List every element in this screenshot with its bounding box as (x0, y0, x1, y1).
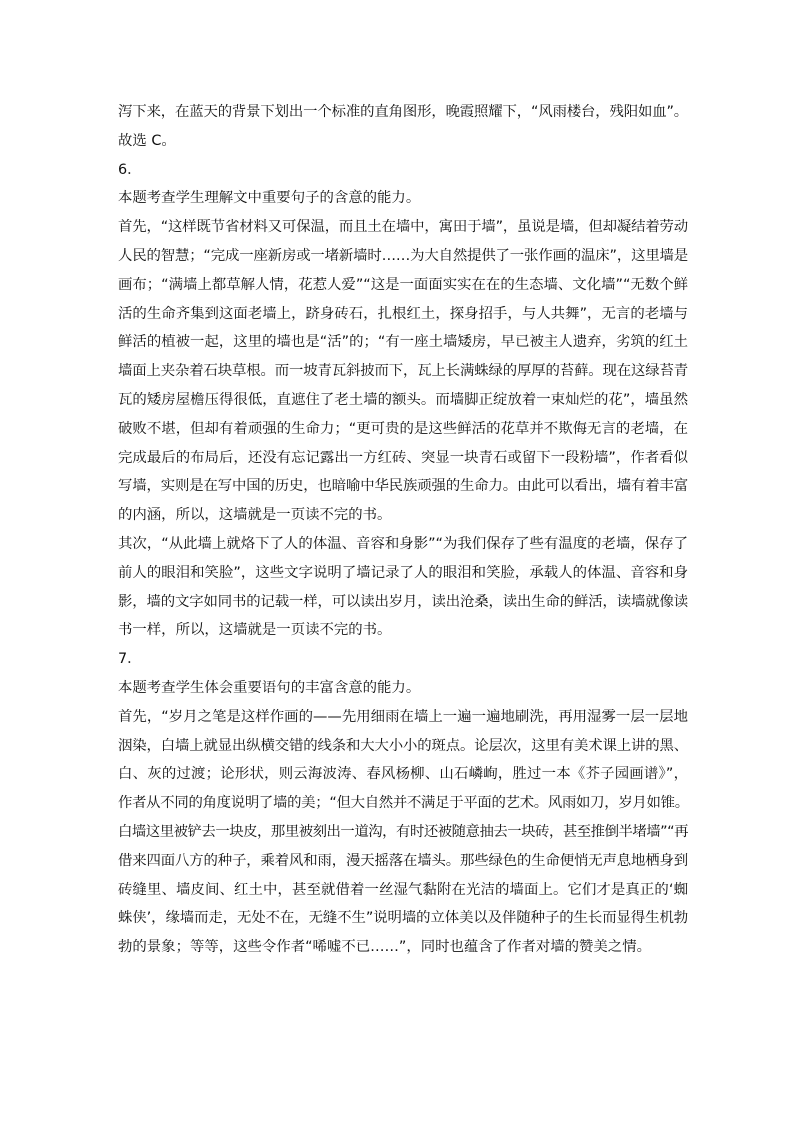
text-line-27: 借来四面八方的种子，乘着风和雨，漫天摇落在墙头。那些绿色的生命便悄无声息地栖身到 (118, 852, 688, 869)
text-line-4: 本题考查学生理解文中重要句子的含意的能力。 (118, 190, 421, 207)
text-line-5: 首先，“这样既节省材料又可保温，而且土在墙中，寓田于墙”，虽说是墙，但却凝结着劳动 (118, 219, 688, 236)
text-line-14: 写墙，实则是在写中国的历史，也暗喻中华民族顽强的生命力。由此可以看出，墙有着丰富 (118, 478, 688, 495)
text-line-30: 勃的景象；等等，这些令作者“唏嘘不已……”，同时也蕴含了作者对墙的赞美之情。 (118, 939, 651, 956)
text-line-11: 瓦的矮房屋檐压得很低，直遮住了老土墙的额头。而墙脚正绽放着一束灿烂的花”，墙虽然 (118, 391, 688, 408)
text-line-15: 的内涵，所以，这墙就是一页读不完的书。 (118, 507, 392, 524)
text-line-1: 泻下来，在蓝天的背景下划出一个标准的直角图形，晚霞照耀下，“风雨楼台，残阳如血”。 (118, 104, 688, 120)
text-line-28: 砖缝里、墙皮间、红土中，甚至就借着一丝湿气黏附在光洁的墙面上。它们才是真正的‘蜘 (118, 881, 688, 898)
question-number-6: 6． (118, 161, 142, 178)
text-line-21: 本题考查学生体会重要语句的丰富含意的能力。 (118, 679, 421, 696)
text-line-6: 人民的智慧；“完成一座新房或一堵新墙时……为大自然提供了一张作画的温床”，这里墙是 (118, 247, 688, 264)
text-line-18: 影，墙的文字如同书的记载一样，可以读出岁月，读出沧桑，读出生命的鲜活，读墙就像读 (118, 593, 688, 610)
text-line-16: 其次，“从此墙上就烙下了人的体温、音容和身影”“为我们保存了些有温度的老墙，保存了 (118, 535, 688, 552)
text-line-12: 破败不堪，但却有着顽强的生命力；“更可贵的是这些鲜活的花草并不欺侮无言的老墙，在 (118, 420, 688, 437)
document-body (118, 98, 688, 962)
text-line-7: 画布；“满墙上都草解人情，花惹人爱”“这是一面面实实在在的生态墙、文化墙”“无数个鲜 (118, 276, 688, 293)
text-line-13: 完成最后的布局后，还没有忘记露出一方红砖、突显一块青石或留下一段粉墙”，作者看似 (118, 449, 688, 466)
text-line-25: 作者从不同的角度说明了墙的美；“但大自然并不满足于平面的艺术。风雨如刀，岁月如锥。 (118, 795, 689, 812)
text-line-26: 白墙这里被铲去一块皮，那里被刻出一道沟，有时还被随意抽去一块砖，甚至推倒半堵墙”“再 (118, 823, 688, 840)
text-line-23: 洇染，白墙上就显出纵横交错的线条和大大小小的斑点。论层次，这里有美术课上讲的黑、 (118, 737, 688, 754)
text-line-10: 墙面上夹杂着石块草根。而一坡青瓦斜披而下，瓦上长满蛛绿的厚厚的苔藓。现在这绿苔青 (118, 363, 688, 380)
text-line-17: 前人的眼泪和笑脸”，这些文字说明了墙记录了人的眼泪和笑脸，承载人的体温、音容和身 (118, 564, 688, 581)
text-line-8: 活的生命齐集到这面老墙上，跻身砖石，扎根红土，探身招手，与人共舞”，无言的老墙与 (118, 305, 688, 322)
text-line-24: 白、灰的过渡；论形状，则云海波涛、春风杨柳、山石嶙峋，胜过一本《芥子园画谱》”， (118, 766, 688, 783)
text-line-19: 书一样，所以，这墙就是一页读不完的书。 (118, 622, 392, 639)
text-line-29: 蛛侠’，缘墙而走，无处不在，无缝不生”说明墙的立体美以及伴随种子的生长而显得生机勃 (118, 910, 688, 927)
text-line-22: 首先，“岁月之笔是这样作画的——先用细雨在墙上一遍一遍地刷洗，再用湿雾一层一层地 (118, 708, 688, 725)
text-line-2: 故选 C。 (118, 132, 176, 149)
question-number-7: 7． (118, 651, 142, 668)
text-line-9: 鲜活的植被一起，这里的墙也是“活”的；“有一座土墙矮房，早已被主人遗弃，劣筑的红土 (118, 334, 688, 351)
